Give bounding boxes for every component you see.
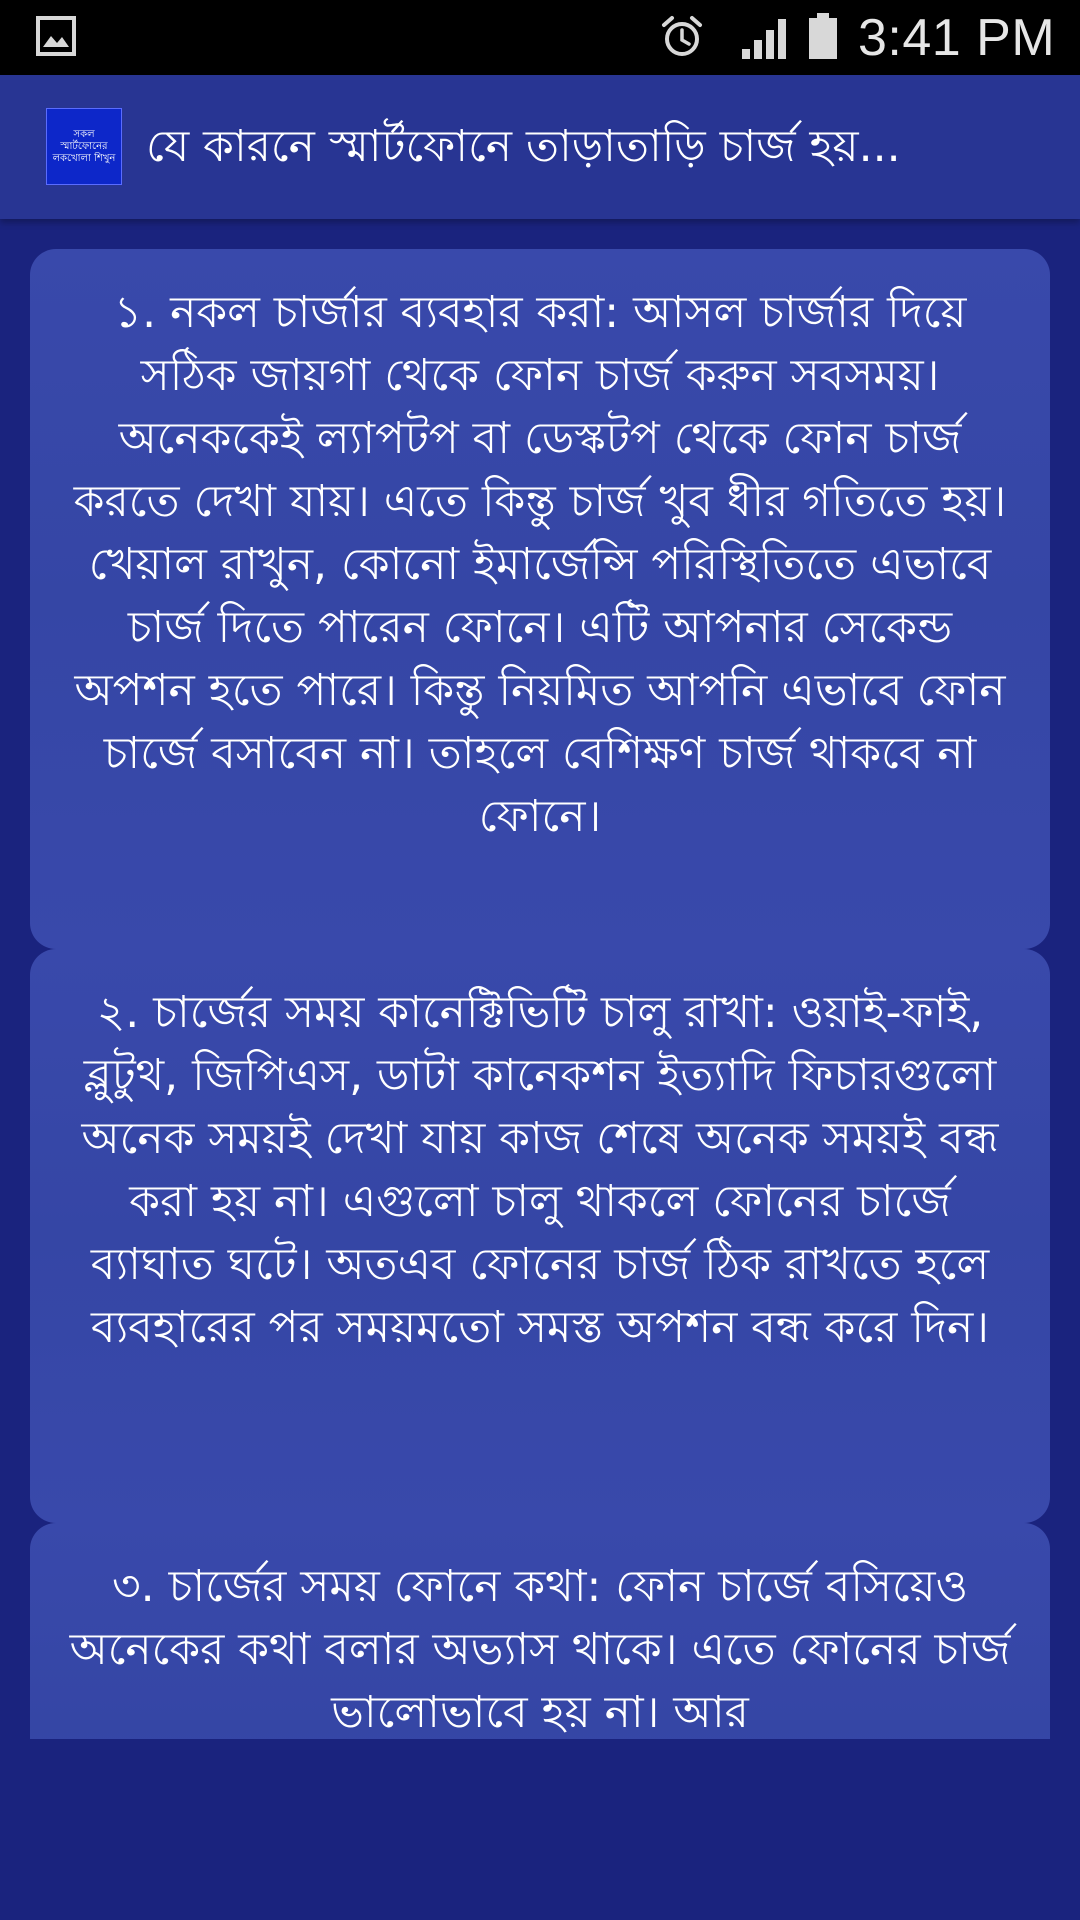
status-bar <box>0 0 1080 75</box>
alarm-icon <box>659 14 705 60</box>
app-logo[interactable]: সকল স্মার্টফোনের লকখোলা শিখুন <box>46 108 122 185</box>
article-content[interactable] <box>0 219 1080 1739</box>
tip-card: ৩. চার্জের সময় ফোনে কথা: ফোন চার্জে বসিয়েও অনেকের কথা বলার অভ্যাস থাকে। এতে ফোনের চার্জ ভালোভাবে হয় না। আর <box>30 1523 1050 1739</box>
tip-card: ২. চার্জের সময় কানেক্টিভিটি চালু রাখা: ওয়াই-ফাই, ব্লুটুথ, জিপিএস, ডাটা কানেকশন ইত্যাদি ফিচারগুলো অনেক সময়ই দেখা যায় কাজ শেষে অনেক সময়ই বন্ধ করা হয় না। এগুলো চালু থাকলে ফোনের চার্জে ব্যাঘাত ঘটে। অতএব ফোনের চার্জ ঠিক রাখতে হলে ব্যবহারের পর সময়মতো সমস্ত অপশন বন্ধ করে দিন। <box>30 949 1050 1523</box>
battery-icon <box>808 12 838 60</box>
page-title: যে কারনে স্মার্টফোনে তাড়াতাড়ি চার্জ হয়... <box>146 121 901 172</box>
signal-icon <box>740 16 790 60</box>
status-clock: 3:41 PM <box>858 9 1056 67</box>
tip-card: ১. নকল চার্জার ব্যবহার করা: আসল চার্জার দিয়ে সঠিক জায়গা থেকে ফোন চার্জ করুন সবসময়। অনেককেই ল্যাপটপ বা ডেস্কটপ থেকে ফোন চার্জ করতে দেখা যায়। এতে কিন্তু চার্জ খুব ধীর গতিতে হয়। খেয়াল রাখুন, কোনো ইমার্জেন্সি পরিস্থিতিতে এভাবে চার্জ দিতে পারেন ফোনে। এটি আপনার সেকেন্ড অপশন হতে পারে। কিন্তু নিয়মিত আপনি এভাবে ফোন চার্জে বসাবেন না। তাহলে বেশিক্ষণ চার্জ থাকবে না ফোনে। <box>30 249 1050 949</box>
gallery-icon <box>36 16 76 56</box>
app-toolbar <box>0 75 1080 219</box>
